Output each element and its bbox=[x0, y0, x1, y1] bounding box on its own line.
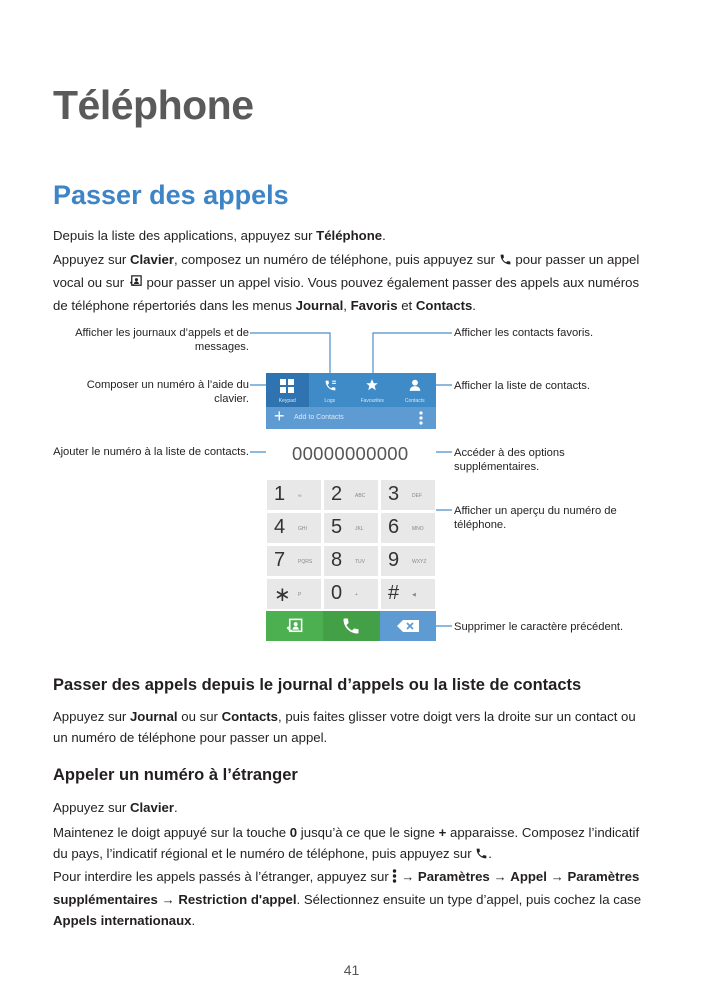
dial-key-letters: ∞ bbox=[298, 493, 302, 499]
dial-key-digit: 3 bbox=[388, 483, 400, 505]
dial-key[interactable] bbox=[323, 512, 379, 544]
dial-key[interactable] bbox=[380, 578, 436, 610]
dial-key-digit: 7 bbox=[274, 549, 286, 571]
chapter-title: Téléphone bbox=[53, 82, 254, 128]
dial-key-digit: ∗ bbox=[274, 584, 291, 606]
dial-key[interactable] bbox=[266, 479, 322, 511]
dial-key-letters: PQRS bbox=[298, 559, 313, 565]
keypad-icon bbox=[280, 379, 294, 393]
section-title: Passer des appels bbox=[53, 180, 289, 210]
dial-key[interactable] bbox=[323, 578, 379, 610]
tab-keypad[interactable]: Keypad bbox=[266, 373, 309, 407]
tab-contacts[interactable]: Contacts bbox=[394, 373, 437, 407]
subsection-logs-contacts: Passer des appels depuis le journal d’appels ou la liste de contacts bbox=[53, 676, 582, 694]
paragraph-keypad: Appuyez sur Clavier, composez un numéro de téléphone, puis appuyez sur pour passer un appel vocal ou sur pour passer un appel visio. Vous pouvez également passer des appels aux numéros de téléphone répertoriés dans les menus Journal, Favoris et Contacts. bbox=[53, 252, 640, 313]
dial-key-letters: MNO bbox=[412, 526, 424, 532]
dial-key-letters: + bbox=[355, 592, 358, 598]
callout-logs: Afficher les journaux d’appels et de messages. bbox=[75, 327, 249, 353]
phone-screenshot bbox=[266, 373, 436, 641]
tab-logs[interactable]: Logs bbox=[309, 373, 352, 407]
subsection-international: Appeler un numéro à l’étranger bbox=[53, 766, 298, 784]
page-number: 41 bbox=[343, 962, 360, 978]
dial-key-digit: 6 bbox=[388, 516, 400, 538]
more-options-icon[interactable] bbox=[419, 411, 423, 425]
dial-key-digit: # bbox=[388, 582, 400, 604]
phone-icon bbox=[341, 616, 361, 636]
video-call-icon bbox=[285, 617, 304, 636]
plus-icon: + bbox=[274, 406, 285, 426]
callout-keypad: Composer un numéro à l’aide du clavier. bbox=[86, 379, 249, 405]
dial-key-letters: WXYZ bbox=[412, 559, 427, 565]
callout-contacts: Afficher la liste de contacts. bbox=[454, 380, 590, 392]
logs-icon bbox=[324, 379, 337, 392]
paragraph-intro: Depuis la liste des applications, appuyez sur Téléphone. bbox=[53, 228, 386, 243]
paragraph-logs: Appuyez sur Journal ou sur Contacts, puis faites glisser votre doigt vers la droite sur un contact ou un numéro de téléphone pour passer un appel. bbox=[53, 709, 636, 745]
video-call-button[interactable] bbox=[266, 611, 323, 641]
dial-key[interactable] bbox=[380, 479, 436, 511]
dial-key-letters: ◀ bbox=[412, 592, 416, 598]
add-to-contacts-bar[interactable] bbox=[266, 407, 436, 429]
dial-key[interactable] bbox=[266, 545, 322, 577]
dial-key-letters: TUV bbox=[355, 559, 365, 565]
dial-key-digit: 8 bbox=[331, 549, 343, 571]
callout-more-options: Accéder à des options supplémentaires. bbox=[454, 447, 565, 473]
dial-key[interactable] bbox=[380, 545, 436, 577]
callout-favourites: Afficher les contacts favoris. bbox=[454, 327, 594, 339]
dial-key[interactable] bbox=[323, 545, 379, 577]
dial-key[interactable] bbox=[266, 578, 322, 610]
backspace-icon bbox=[397, 620, 419, 632]
delete-button[interactable] bbox=[380, 611, 436, 641]
dial-key-letters: P bbox=[298, 592, 302, 598]
dial-key-letters: JKL bbox=[355, 526, 364, 532]
paragraph-restriction: Pour interdire les appels passés à l’étranger, appuyez sur → Paramètres → Appel → Paramètres supplémentaires → Restriction d'appel. Sélectionnez ensuite un type d’appel, puis cochez la case Appels internationaux. bbox=[53, 869, 642, 928]
dial-key-letters: GHI bbox=[298, 526, 307, 532]
dial-key-letters: DEF bbox=[412, 493, 422, 499]
dialed-number: 00000000000 bbox=[292, 443, 409, 464]
dial-key-digit: 1 bbox=[274, 483, 286, 505]
star-icon bbox=[365, 378, 379, 392]
dial-key[interactable] bbox=[380, 512, 436, 544]
voice-call-button[interactable] bbox=[323, 611, 380, 641]
dial-key[interactable] bbox=[266, 512, 322, 544]
dial-key[interactable] bbox=[323, 479, 379, 511]
callout-delete: Supprimer le caractère précédent. bbox=[454, 621, 624, 633]
paragraph-plus-sign: Maintenez le doigt appuyé sur la touche 0 jusqu’à ce que le signe + apparaisse. Composez l’indicatif du pays, l’indicatif régional et le numéro de téléphone, puis appuyez sur . bbox=[53, 822, 653, 866]
dial-key-digit: 5 bbox=[331, 516, 343, 538]
paragraph-keypad-tap: Appuyez sur Clavier. bbox=[53, 800, 178, 815]
callout-number-preview: Afficher un aperçu du numéro de téléphone. bbox=[454, 505, 617, 531]
contact-icon bbox=[408, 378, 422, 392]
dial-key-digit: 0 bbox=[331, 582, 343, 604]
dial-key-digit: 4 bbox=[274, 516, 286, 538]
callout-add-contact: Ajouter le numéro à la liste de contacts. bbox=[53, 446, 249, 458]
tab-favourites[interactable]: Favourites bbox=[351, 373, 394, 407]
tab-bar bbox=[266, 373, 436, 407]
dial-key-digit: 2 bbox=[331, 483, 343, 505]
phone-icon bbox=[475, 845, 488, 866]
dial-key-letters: ABC bbox=[355, 493, 366, 499]
add-to-contacts-label: Add to Contacts bbox=[294, 414, 344, 421]
dial-key-digit: 9 bbox=[388, 549, 400, 571]
